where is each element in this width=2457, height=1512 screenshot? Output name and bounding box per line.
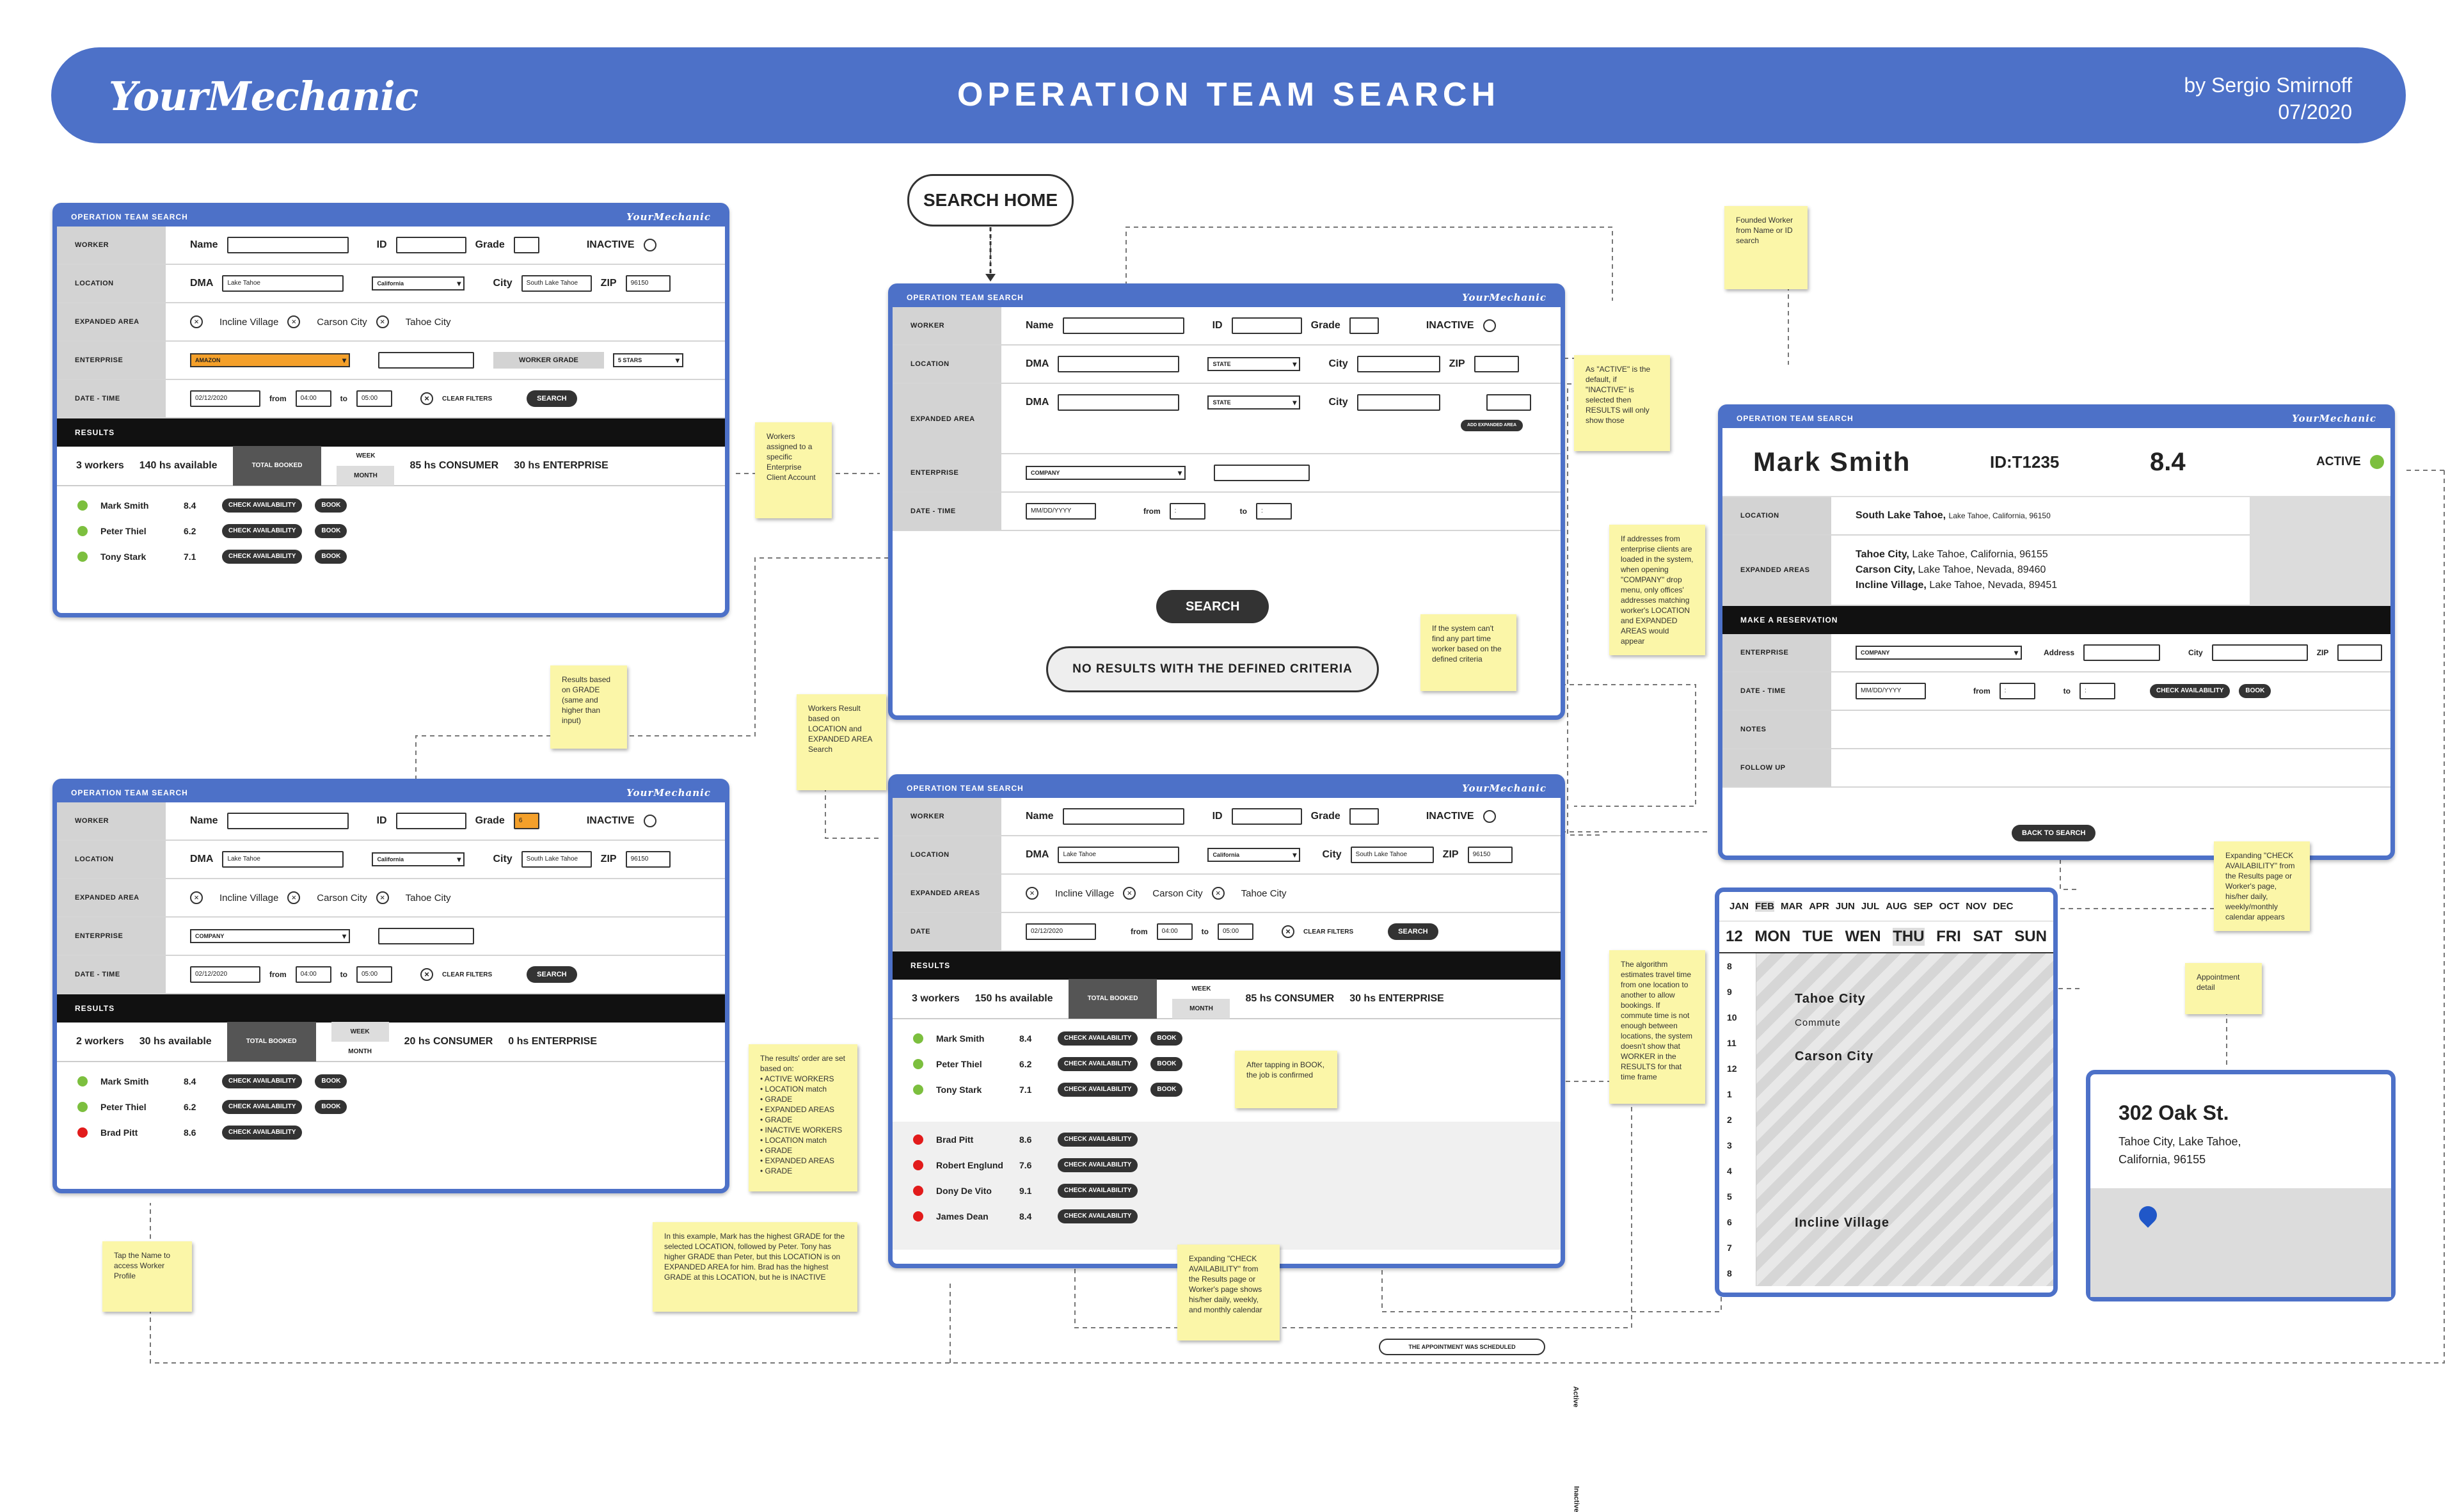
worker-name-link[interactable]: Robert Englund <box>936 1160 1003 1170</box>
check-availability-button[interactable]: CHECK AVAILABILITY <box>222 1100 302 1114</box>
sticky-note: Workers assigned to a specific Enterprise Client Account <box>755 422 832 518</box>
worker-row <box>893 1204 1561 1229</box>
grade-input[interactable] <box>514 237 539 253</box>
search-button[interactable]: SEARCH <box>1388 923 1438 940</box>
worker-row <box>57 544 725 569</box>
check-availability-button[interactable]: CHECK AVAILABILITY <box>222 498 302 513</box>
check-availability-button[interactable]: CHECK AVAILABILITY <box>1058 1057 1138 1071</box>
calendar-event[interactable]: Carson City <box>1795 1049 1874 1063</box>
sticky-note: Tap the Name to access Worker Profile <box>102 1241 192 1312</box>
check-availability-button[interactable]: CHECK AVAILABILITY <box>1058 1031 1138 1046</box>
id-input[interactable] <box>396 237 466 253</box>
check-availability-button[interactable]: CHECK AVAILABILITY <box>222 1126 302 1140</box>
hour-label: 8 <box>1727 1268 1732 1278</box>
hour-label: 1 <box>1727 1089 1732 1099</box>
map-pin-icon <box>2135 1202 2161 1228</box>
day-header[interactable]: 12 <box>1726 928 1743 945</box>
worker-grade: 6.2 <box>184 526 196 536</box>
month-tab[interactable]: MAR <box>1781 901 1803 912</box>
search-home-label: SEARCH HOME <box>907 174 1074 227</box>
search-button[interactable]: SEARCH <box>527 966 576 983</box>
month-tab[interactable]: JAN <box>1729 901 1749 912</box>
day-header[interactable]: SUN <box>2014 928 2047 945</box>
check-availability-button[interactable]: CHECK AVAILABILITY <box>1058 1158 1138 1172</box>
page-title: OPERATION TEAM SEARCH <box>957 76 1500 113</box>
screen-worker-profile: OPERATION TEAM SEARCH YourMechanic Mark Smith ID:T1235 8.4 ACTIVE LOCATION South Lake Tahoe, Lake Tahoe, California, 96150 EXPANDED AREAS Tahoe City, Lake Tahoe, California, 96155 Carson City, Lake Tahoe, Nevada, 89460 Incline Village, Lake Tahoe, Nevada, 89451 MAKE A RESERVATION ENTERPRISE COMPANY ▾ Address City ZIP DATE - TIME MM/DD/YYYY from : to : CHECK AVAILABILITY BOOK NOTES FOLLOW UP BACK TO SEARCH <box>1718 404 2395 860</box>
worker-name-link[interactable]: Dony De Vito <box>936 1186 992 1196</box>
hour-label: 10 <box>1727 1012 1737 1023</box>
add-expanded-area-button[interactable]: ADD EXPANDED AREA <box>1461 420 1523 431</box>
worker-row <box>893 1178 1561 1204</box>
enterprise-select[interactable]: COMPANY ▾ <box>190 929 350 943</box>
status-dot <box>913 1186 923 1196</box>
status-dot <box>77 500 88 511</box>
status-dot <box>77 1127 88 1138</box>
worker-grade: 7.1 <box>1019 1085 1032 1095</box>
inactive-toggle[interactable] <box>644 239 656 251</box>
calendar-event[interactable]: Tahoe City <box>1795 992 1866 1006</box>
back-to-search-button[interactable]: BACK TO SEARCH <box>2012 825 2095 841</box>
expanded-area-item: Tahoe City, Lake Tahoe, California, 96155 <box>1856 549 2048 560</box>
worker-grade-select[interactable]: 5 STARS ▾ <box>613 353 683 367</box>
screen-location-results: OPERATION TEAM SEARCH YourMechanic WORKER Name ID Grade INACTIVE LOCATION DMA Lake Tahoe California ▾ City South Lake Tahoe ZIP 96150 EXPANDED AREAS × Incline Village × Carson City × Tahoe City DATE 02/12/2020 from 04:00 to 05:00 × CLEAR FILTERS SEARCH RESULTS 3 workers 150 hs available TOTAL BOOKED WEEK MONTH 85 hs CONSUMER 30 hs ENTERPRISE Mark Smith 8.4 CHECK AVAILABILITY BOOK Peter Thiel 6.2 CHECK AVAILABILITY BOOK Tony Stark 7.1 CHECK AVAILABILITY BOOK Brad Pitt 8.6 CHECK AVAILABILITY Robert Englund 7.6 CHECK AVAILABILITY Dony De Vito 9.1 CHECK AVAILABILITY James Dean 8.4 CHECK AVAILABILITY THE APPOINTMENT WAS SCHEDULED Active Inactive <box>888 774 1565 1268</box>
brand-logo: YourMechanic <box>109 73 418 120</box>
book-button[interactable]: BOOK <box>315 524 347 538</box>
header-banner <box>51 47 2406 143</box>
month-tab[interactable]: SEP <box>1913 901 1933 912</box>
month-tab[interactable]: FEB <box>1755 901 1775 912</box>
status-dot <box>913 1211 923 1222</box>
worker-row <box>57 493 725 518</box>
appointment-detail: 302 Oak St. Tahoe City, Lake Tahoe, California, 96155 <box>2086 1070 2396 1301</box>
worker-grade: 8.4 <box>1019 1211 1032 1222</box>
sticky-note: Expanding "CHECK AVAILABILITY" from the Results page or Worker's page shows his/her daily, weekly, and monthly calendar <box>1177 1245 1280 1341</box>
screen-search-home: OPERATION TEAM SEARCH YourMechanic WORKER Name ID Grade INACTIVE LOCATION DMA STATE ▾ City ZIP EXPANDED AREA DMA STATE ▾ City ADD EXPANDED AREA ENTERPRISE COMPANY ▾ DATE - TIME MM/DD/YYYY from : to : SEARCH NO RESULTS WITH THE DEFINED CRITERIA <box>888 283 1565 720</box>
worker-name-link[interactable]: Mark Smith <box>936 1033 985 1044</box>
month-tab[interactable]: JUN <box>1835 901 1855 912</box>
sticky-note: If the system can't find any part time worker based on the defined criteria <box>1420 614 1516 691</box>
worker-row <box>893 1051 1561 1077</box>
check-availability-button[interactable]: CHECK AVAILABILITY <box>1058 1083 1138 1097</box>
check-availability-button[interactable]: CHECK AVAILABILITY <box>1058 1184 1138 1198</box>
search-button[interactable]: SEARCH <box>1156 590 1269 623</box>
day-header[interactable]: THU <box>1893 928 1925 945</box>
status-dot <box>913 1033 923 1044</box>
worker-row <box>57 1120 725 1145</box>
hour-label: 8 <box>1727 961 1732 971</box>
status-dot <box>913 1134 923 1145</box>
status-dot <box>77 552 88 562</box>
worker-grade: 8.6 <box>1019 1134 1032 1145</box>
book-button[interactable]: BOOK <box>315 1100 347 1114</box>
worker-grade: 8.4 <box>184 1076 196 1086</box>
screen-enterprise-search: OPERATION TEAM SEARCH YourMechanic WORKER Name ID Grade INACTIVE LOCATION DMA Lake Tahoe California ▾ City South Lake Tahoe ZIP 96150 EXPANDED AREA × Incline Village × Carson City × Tahoe City ENTERPRISE AMAZON ▾ WORKER GRADE 5 STARS ▾ DATE - TIME 02/12/2020 from 04:00 to 05:00 × CLEAR FILTERS SEARCH RESULTS 3 workers 140 hs available TOTAL BOOKED WEEK MONTH 85 hs CONSUMER 30 hs ENTERPRISE Mark Smith 8.4 CHECK AVAILABILITY BOOK Peter Thiel 6.2 CHECK AVAILABILITY BOOK Tony Stark 7.1 CHECK AVAILABILITY BOOK <box>52 203 729 617</box>
day-header[interactable]: WEN <box>1845 928 1881 945</box>
month-tab[interactable]: NOV <box>1966 901 1987 912</box>
worker-name-link[interactable]: Tony Stark <box>936 1085 982 1095</box>
worker-name-link[interactable]: James Dean <box>936 1211 989 1222</box>
sticky-note: Workers Result based on LOCATION and EXPANDED AREA Search <box>797 694 886 790</box>
hour-label: 5 <box>1727 1191 1732 1202</box>
location-map[interactable] <box>2250 497 2390 606</box>
sticky-note: If addresses from enterprise clients are loaded in the system, when opening "COMPANY" drop menu, only offices' addresses matching worker's LOCATION and EXPANDED AREAS would appear <box>1609 525 1705 655</box>
check-availability-button[interactable]: CHECK AVAILABILITY <box>2150 684 2230 698</box>
hour-label: 6 <box>1727 1217 1732 1227</box>
hour-label: 12 <box>1727 1063 1737 1074</box>
check-availability-button[interactable]: CHECK AVAILABILITY <box>222 550 302 564</box>
month-tab[interactable]: AUG <box>1886 901 1907 912</box>
month-tab[interactable]: JUL <box>1861 901 1880 912</box>
hour-label: 3 <box>1727 1140 1732 1150</box>
clear-filters-link[interactable]: CLEAR FILTERS <box>442 395 493 402</box>
search-button[interactable]: SEARCH <box>527 390 576 407</box>
sticky-note: Results based on GRADE (same and higher than input) <box>550 665 627 749</box>
scheduled-confirmation: THE APPOINTMENT WAS SCHEDULED <box>1379 1339 1545 1355</box>
worker-grade: 6.2 <box>184 1102 196 1112</box>
check-availability-button[interactable]: CHECK AVAILABILITY <box>222 1074 302 1088</box>
book-button[interactable]: BOOK <box>315 550 347 564</box>
sticky-note: As "ACTIVE" is the default, if "INACTIVE" is selected then RESULTS will only show those <box>1574 355 1670 451</box>
month-tab[interactable]: APR <box>1809 901 1829 912</box>
worker-grade: 8.4 <box>1019 1033 1032 1044</box>
book-button[interactable]: BOOK <box>315 1074 347 1088</box>
worker-name-link[interactable]: Peter Thiel <box>100 1102 147 1112</box>
day-header[interactable]: TUE <box>1802 928 1833 945</box>
worker-grade: 9.1 <box>1019 1186 1032 1196</box>
name-input[interactable] <box>227 237 349 253</box>
worker-row <box>893 1026 1561 1051</box>
author-info: by Sergio Smirnoff 07/2020 <box>2184 74 2352 123</box>
hour-label: 11 <box>1727 1038 1737 1048</box>
worker-name-link[interactable]: Brad Pitt <box>100 1127 138 1138</box>
worker-name-link[interactable]: Mark Smith <box>100 500 149 511</box>
grade-input[interactable]: 6 <box>514 813 539 829</box>
status-dot <box>77 1102 88 1112</box>
sticky-note: The algorithm estimates travel time from one location to another to allow bookings. If commute time is not enough between locations, the system doesn't show that WORKER in the RESULTS for that time frame <box>1609 950 1705 1104</box>
appointment-map[interactable] <box>2090 1188 2391 1297</box>
worker-row <box>57 1069 725 1094</box>
sticky-note: In this example, Mark has the highest GRADE for the selected LOCATION, followed by Peter. Tony has higher GRADE than Peter, but this LOCATION is on EXPANDED AREA for him. Brad has the highest GRADE at this LOCATION, but he is INACTIVE <box>653 1222 857 1312</box>
status-dot <box>2370 455 2384 469</box>
date-input[interactable]: 02/12/2020 <box>190 390 260 407</box>
worker-name-link[interactable]: Peter Thiel <box>936 1059 982 1069</box>
day-header[interactable]: MON <box>1754 928 1791 945</box>
status-dot <box>913 1059 923 1069</box>
expanded-area-item: Carson City, Lake Tahoe, Nevada, 89460 <box>1856 564 2046 575</box>
day-header[interactable]: SAT <box>1973 928 2003 945</box>
calendar-event[interactable]: Incline Village <box>1795 1216 1890 1230</box>
status-dot <box>913 1085 923 1095</box>
worker-row <box>57 518 725 544</box>
worker-name-link[interactable]: Mark Smith <box>100 1076 149 1086</box>
state-select[interactable]: California ▾ <box>372 276 465 290</box>
worker-row <box>893 1127 1561 1152</box>
worker-row <box>57 1094 725 1120</box>
worker-grade: 8.4 <box>184 500 196 511</box>
enterprise-select[interactable]: AMAZON ▾ <box>190 353 350 367</box>
hour-label: 9 <box>1727 987 1732 997</box>
calendar-event[interactable]: Commute <box>1795 1017 1841 1028</box>
sticky-note: After tapping in BOOK, the job is confirmed <box>1235 1051 1337 1108</box>
expanded-area-item: Incline Village, Lake Tahoe, Nevada, 89451 <box>1856 580 2058 591</box>
hour-label: 7 <box>1727 1243 1732 1253</box>
month-tab[interactable]: OCT <box>1939 901 1960 912</box>
inactive-toggle[interactable] <box>644 815 656 827</box>
day-header[interactable]: FRI <box>1936 928 1961 945</box>
book-button[interactable]: BOOK <box>1150 1031 1182 1046</box>
check-availability-button[interactable]: CHECK AVAILABILITY <box>222 524 302 538</box>
book-button[interactable]: BOOK <box>315 498 347 513</box>
worker-grade: 6.2 <box>1019 1059 1032 1069</box>
check-availability-button[interactable]: CHECK AVAILABILITY <box>1058 1133 1138 1147</box>
book-button[interactable]: BOOK <box>1150 1083 1182 1097</box>
sticky-note: Appointment detail <box>2185 963 2262 1014</box>
screen-grade-search: OPERATION TEAM SEARCH YourMechanic WORKER Name ID Grade 6 INACTIVE LOCATION DMA Lake Tahoe California ▾ City South Lake Tahoe ZIP 96150 EXPANDED AREA × Incline Village × Carson City × Tahoe City ENTERPRISE COMPANY ▾ DATE - TIME 02/12/2020 from 04:00 to 05:00 × CLEAR FILTERS SEARCH RESULTS 2 workers 30 hs available TOTAL BOOKED WEEK MONTH 20 hs CONSUMER 0 hs ENTERPRISE Mark Smith 8.4 CHECK AVAILABILITY BOOK Peter Thiel 6.2 CHECK AVAILABILITY BOOK Brad Pitt 8.6 CHECK AVAILABILITY <box>52 779 729 1193</box>
sticky-note: Founded Worker from Name or ID search <box>1724 206 1808 289</box>
status-dot <box>913 1160 923 1170</box>
month-tab[interactable]: DEC <box>1992 901 2014 912</box>
book-button[interactable]: BOOK <box>1150 1057 1182 1071</box>
worker-row <box>893 1077 1561 1102</box>
worker-name-link[interactable]: Brad Pitt <box>936 1134 974 1145</box>
worker-grade: 8.6 <box>184 1127 196 1138</box>
sticky-note: The results' order are set based on: • ACTIVE WORKERS • LOCATION match • GRADE • EXPANDED AREAS • GRADE • INACTIVE WORKERS • LOCATION match • GRADE • EXPANDED AREAS • GRADE <box>749 1044 857 1191</box>
worker-name: Mark Smith <box>1753 447 1911 477</box>
hour-label: 2 <box>1727 1115 1732 1125</box>
hour-label: 4 <box>1727 1166 1732 1176</box>
status-dot <box>77 1076 88 1086</box>
book-button[interactable]: BOOK <box>2239 684 2271 698</box>
worker-row <box>893 1152 1561 1178</box>
status-dot <box>77 526 88 536</box>
check-availability-button[interactable]: CHECK AVAILABILITY <box>1058 1209 1138 1223</box>
worker-name-link[interactable]: Peter Thiel <box>100 526 147 536</box>
worker-grade: 7.6 <box>1019 1160 1032 1170</box>
availability-calendar <box>1715 887 2058 1297</box>
worker-name-link[interactable]: Tony Stark <box>100 552 147 562</box>
no-results-message: NO RESULTS WITH THE DEFINED CRITERIA <box>1046 646 1379 692</box>
worker-grade: 7.1 <box>184 552 196 562</box>
sticky-note: Expanding "CHECK AVAILABILITY" from the Results page or Worker's page, his/her daily, weekly/monthly calendar appears <box>2214 841 2310 931</box>
